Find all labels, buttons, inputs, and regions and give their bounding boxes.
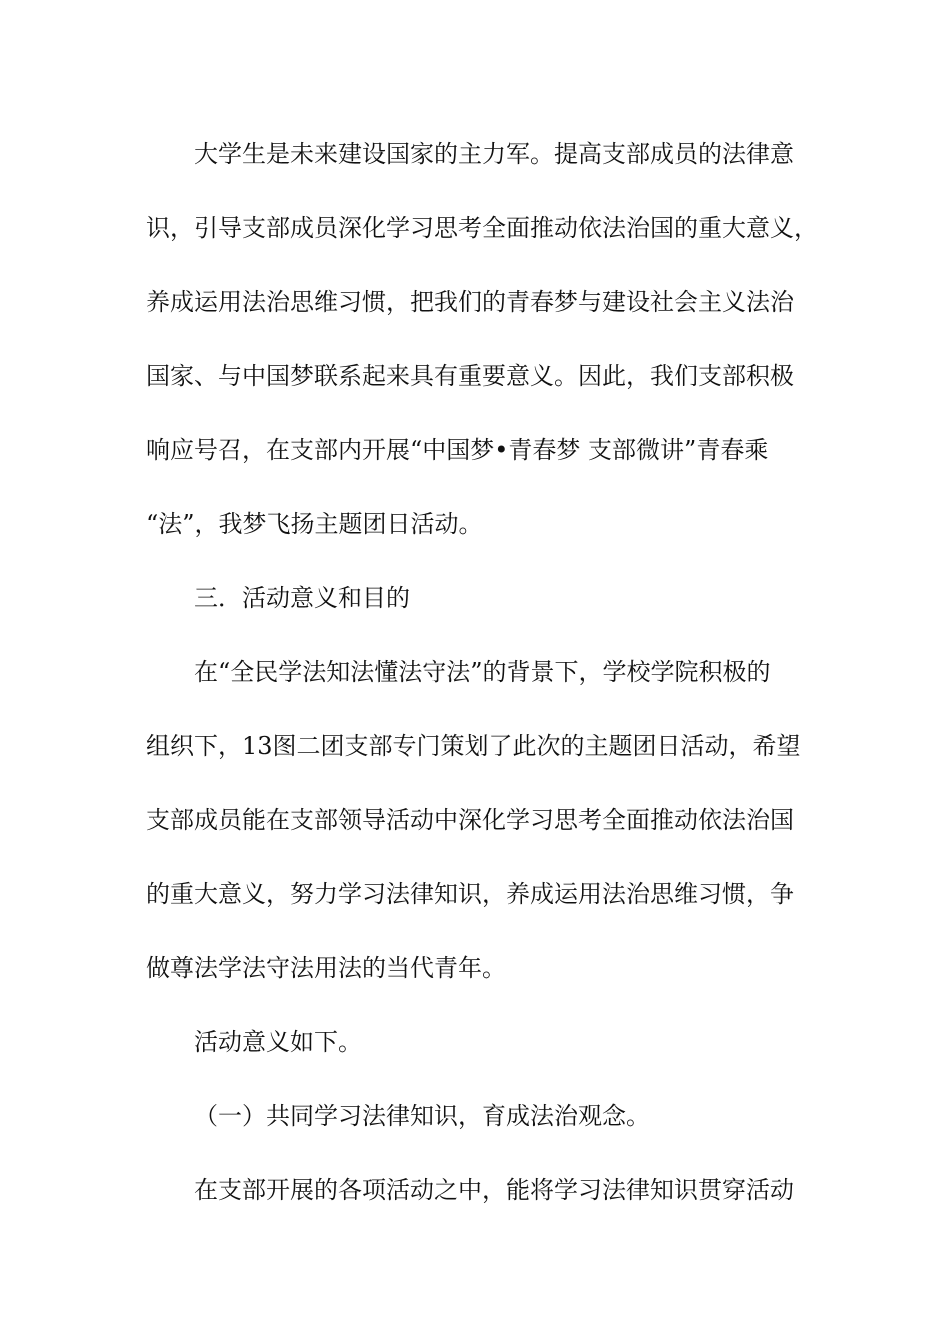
paragraph-line: 识，引导支部成员深化学习思考全面推动依法治国的重大意义， [146,214,818,242]
paragraph-line: 养成运用法治思维习惯，把我们的青春梦与建设社会主义法治 [146,288,794,316]
paragraph-line: 国家、与中国梦联系起来具有重要意义。因此，我们支部积极 [146,362,794,390]
paragraph-line: “法”，我梦飞扬主题团日活动。 [146,510,483,538]
paragraph-line: 做尊法学法守法用法的当代青年。 [146,954,506,982]
paragraph-line: 组织下，13图二团支部专门策划了此次的主题团日活动，希望 [146,732,801,760]
paragraph-line: 大学生是未来建设国家的主力军。提高支部成员的法律意 [194,140,794,168]
paragraph-line: 支部成员能在支部领导活动中深化学习思考全面推动依法治国 [146,806,794,834]
paragraph-line: 响应号召，在支部内开展“中国梦•青春梦 支部微讲”青春乘 [146,436,769,464]
paragraph-line: 的重大意义，努力学习法律知识，养成运用法治思维习惯，争 [146,880,794,908]
paragraph-line: 活动意义如下。 [194,1028,362,1056]
subsection-heading: （一）共同学习法律知识，育成法治观念。 [194,1102,650,1130]
paragraph-line: 在“全民学法知法懂法守法”的背景下，学校学院积极的 [194,658,771,686]
section-heading: 三．活动意义和目的 [194,584,410,612]
paragraph-line: 在支部开展的各项活动之中，能将学习法律知识贯穿活动 [194,1176,794,1204]
